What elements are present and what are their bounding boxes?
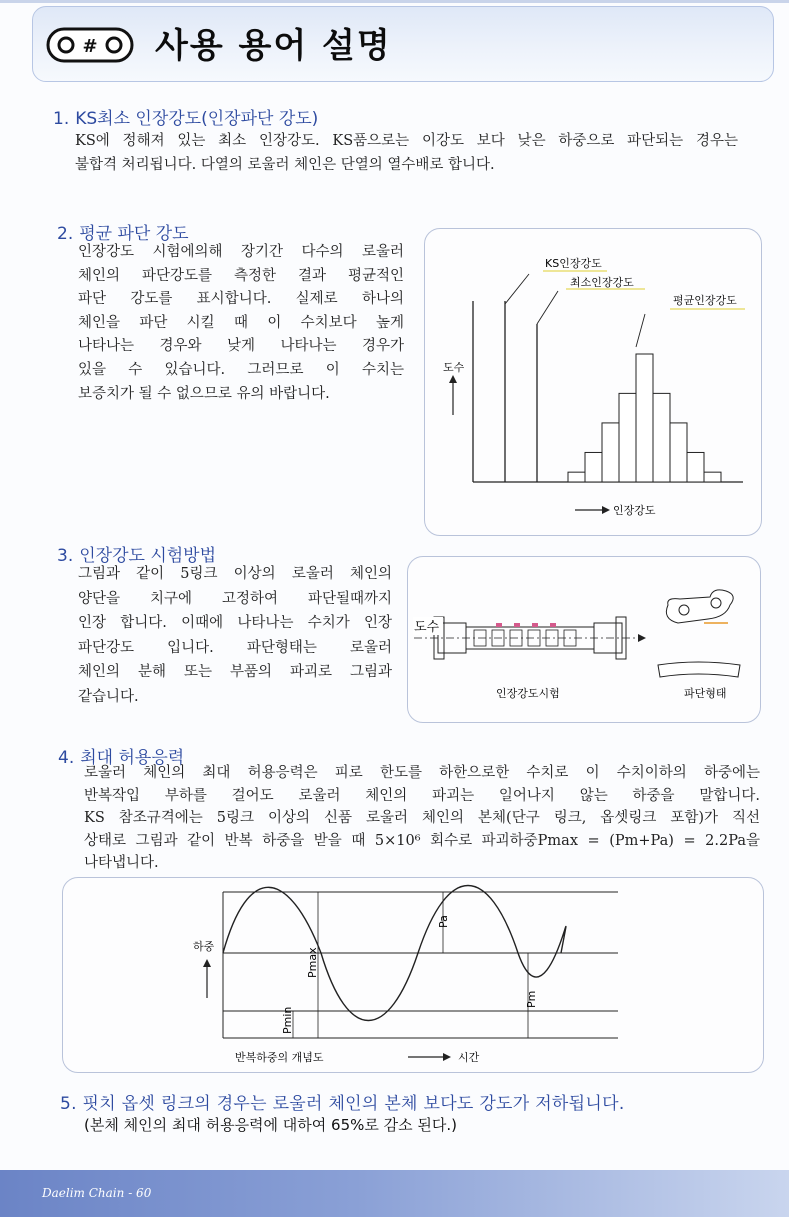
avg-strength-label: 평균인장강도	[673, 294, 737, 307]
x-axis-label: 인장강도	[613, 504, 656, 517]
body-line: 그림과 같이 5링크 이상의 로울러 체인의	[78, 566, 392, 582]
histogram-figure	[424, 228, 762, 536]
section-3-body	[78, 562, 392, 709]
tensile-test-caption: 인장강도시험	[496, 687, 560, 700]
histogram-bar	[602, 423, 619, 482]
section-number: 5.	[60, 1094, 77, 1114]
body-line: 있을 수 있습니다. 그러므로 이 수치는	[78, 361, 404, 378]
histogram-chart	[425, 229, 761, 535]
histogram-bar	[704, 472, 721, 482]
body-line: 로울러 체인의 최대 허용응력은 피로 한도를 하한으로한 수치로 이 수치이하의 하중에는	[84, 765, 760, 781]
histogram-bar	[619, 393, 636, 482]
body-line: 파단 강도를 표시합니다. 실제로 하나의	[78, 291, 404, 308]
load-axis-label: 하중	[193, 940, 215, 953]
repeated-load-drawing	[63, 878, 763, 1072]
histogram-bar	[568, 472, 585, 482]
body-line: 체인을 파단 시킬 때 이 수치보다 높게	[78, 314, 404, 331]
title-banner	[32, 6, 774, 82]
repeated-load-figure	[62, 877, 764, 1073]
pm-label: Pm	[525, 990, 538, 1008]
body-line: 인장 합니다. 이때에 나타나는 수치가 인장	[78, 615, 392, 631]
link-markers	[496, 623, 556, 627]
top-strip	[0, 0, 789, 3]
section-4-body	[84, 762, 760, 875]
pa-label: Pa	[437, 915, 450, 928]
histogram-bar	[687, 452, 704, 482]
ks-leader	[505, 274, 529, 304]
body-line: 상태로 그림과 같이 반복 하중을 받을 때 5×10⁶ 회수로 파괴하중Pmax = (Pm+Pa) = 2.2Pa을	[84, 832, 760, 849]
body-line: 나타나는 경우와 낮게 나타나는 경우가	[78, 338, 404, 355]
histogram-bar	[636, 354, 653, 482]
section-2-body	[78, 241, 404, 406]
y-axis-label: 도수	[443, 361, 465, 374]
histogram-bar	[670, 423, 687, 482]
ks-strength-label: KS인장강도	[545, 257, 602, 270]
section-heading: 인장강도 시험방법	[79, 546, 217, 566]
histogram-bar	[653, 393, 670, 482]
dosu-label: 도수	[414, 620, 440, 635]
break-form-caption: 파단형태	[684, 687, 727, 700]
avg-leader	[636, 314, 645, 347]
up-arrow-icon	[449, 375, 457, 383]
up-arrow-icon	[203, 959, 211, 967]
body-line: KS에 정해져 있는 최소 인장강도. KS품으로는 이강도 보다 낮은 하중으로 파단되는 경우는	[75, 133, 738, 149]
histogram-bars	[568, 354, 721, 482]
section-number: 2.	[57, 224, 74, 244]
pmax-label: Pmax	[306, 947, 319, 978]
broken-bushing	[658, 662, 740, 677]
body-line: KS 참조규격에는 5링크 이상의 신품 로울러 체인의 본체(단구 링크, 옵셋링크 포함)가 직선	[84, 810, 760, 826]
tensile-test-drawing	[408, 557, 760, 722]
tensile-test-figure	[407, 556, 761, 723]
min-leader	[537, 291, 558, 324]
right-arrow-icon	[602, 506, 610, 514]
section-number: 1.	[53, 109, 70, 129]
histogram-bar	[585, 452, 602, 482]
section-heading: 평균 파단 강도	[79, 224, 189, 244]
body-line: 같습니다.	[78, 688, 139, 705]
pull-arrow-icon	[638, 634, 646, 642]
section-number: 4.	[58, 748, 75, 768]
min-strength-label: 최소인장강도	[570, 276, 634, 289]
time-axis-label: 시간	[458, 1051, 480, 1064]
body-line: 체인의 분해 또는 부품의 파괴로 그림과	[78, 664, 392, 680]
page-title: 사용 용어 설명	[155, 26, 392, 66]
section-1-body	[75, 129, 738, 177]
section-number: 3.	[57, 546, 74, 566]
body-line: 체인의 파단강도를 측정한 결과 평균적인	[78, 267, 404, 284]
body-line: 불합격 처리됩니다. 다열의 로울러 체인은 단열의 열수배로 합니다.	[75, 157, 495, 173]
body-line: 나타냅니다.	[84, 855, 159, 871]
body-line: 인장강도 시험에의해 장기간 다수의 로울러	[78, 244, 404, 260]
section-5-note: (본체 체인의 최대 허용응력에 대하여 65%로 감소 된다.)	[84, 1116, 457, 1134]
section-heading: KS최소 인장강도(인장파단 강도)	[75, 109, 319, 129]
section-1-title	[53, 104, 318, 129]
right-arrow-icon	[443, 1053, 451, 1061]
page-footer: Daelim Chain - 60	[42, 1186, 152, 1200]
body-line: 파단강도 입니다. 파단형태는 로울러	[78, 639, 392, 656]
chain-link-icon	[46, 26, 134, 64]
section-heading: 최대 허용응력	[80, 748, 185, 768]
body-line: 반복작입 부하를 걸어도 로울러 체인의 파괴는 일어나지 않는 하중을 말합니다.	[84, 787, 761, 804]
broken-link-plate	[666, 590, 733, 623]
pmin-label: Pmin	[281, 1006, 294, 1034]
repeated-load-caption: 반복하중의 개념도	[235, 1051, 324, 1064]
section-heading: 핏치 옵셋 링크의 경우는 로울러 체인의 본체 보다도 강도가 저하됩니다.	[82, 1094, 625, 1114]
body-line: 양단을 치구에 고정하여 파단될때까지	[78, 590, 392, 607]
body-line: 보증치가 될 수 없으므로 유의 바랍니다.	[78, 385, 330, 402]
svg-text:#: #	[82, 36, 98, 57]
section-5-title	[60, 1089, 750, 1114]
